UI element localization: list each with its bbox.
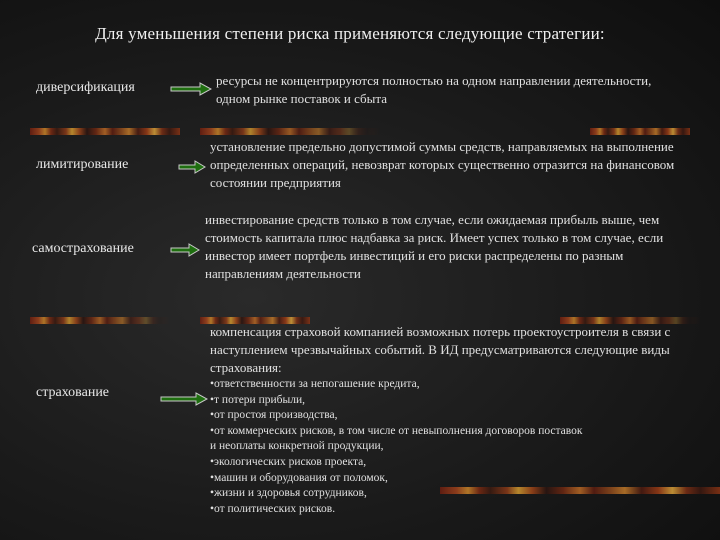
list-item: •ответственности за непогашение кредита, <box>210 378 420 390</box>
list-item: •экологических рисков проекта, <box>210 455 367 468</box>
right-arrow-icon <box>170 82 212 96</box>
insurance-types-list <box>210 377 715 517</box>
list-item: и неоплаты конкретной продукции, <box>210 440 384 453</box>
decorative-stripe <box>30 317 170 324</box>
right-arrow-icon <box>170 243 200 257</box>
list-item: •т потери прибыли, <box>210 393 305 406</box>
strategy-label-self-insurance: самострахование <box>32 241 134 256</box>
list-item: •от коммерческих рисков, в том числе от невыполнения договоров поставок <box>210 424 583 437</box>
list-item: •от политических рисков. <box>210 502 336 515</box>
right-arrow-icon <box>178 160 206 174</box>
strategy-label-diversification: диверсификация <box>36 80 135 95</box>
strategy-description-limitation: установление предельно допустимой суммы средств, направляемых на выполнение определенных операций, невозврат которых существенно отразится на финансовом состоянии предприятия <box>210 139 675 190</box>
decorative-stripe <box>200 128 380 135</box>
right-arrow-icon <box>160 392 208 406</box>
decorative-stripe <box>590 128 690 135</box>
list-item: •жизни и здоровья сотрудников, <box>210 487 367 500</box>
slide-title: Для уменьшения степени риска применяются следующие стратегии: <box>95 24 605 43</box>
decorative-stripe <box>30 128 180 135</box>
strategy-description-insurance: компенсация страховой компанией возможных потерь проектоустроителя в связи с наступлением чрезвычайных событий. В ИД предусматриваются следующие виды страхования: <box>210 324 671 375</box>
list-item: •от простоя производства, <box>210 409 338 422</box>
strategy-label-limitation: лимитирование <box>36 157 129 172</box>
list-item: •машин и оборудования от поломок, <box>210 471 388 484</box>
strategy-description-self-insurance: инвестирование средств только в том случае, если ожидаемая прибыль выше, чем стоимость капитала плюс надбавка за риск. Имеет успех только в том случае, если инвестор имеет портфель инвестиций и его риски распределены по разным направлениям деятельности <box>205 212 664 281</box>
strategy-description-diversification: ресурсы не концентрируются полностью на одном направлении деятельности, одном рынке поставок и сбыта <box>216 73 652 106</box>
strategy-label-insurance: страхование <box>36 385 110 400</box>
